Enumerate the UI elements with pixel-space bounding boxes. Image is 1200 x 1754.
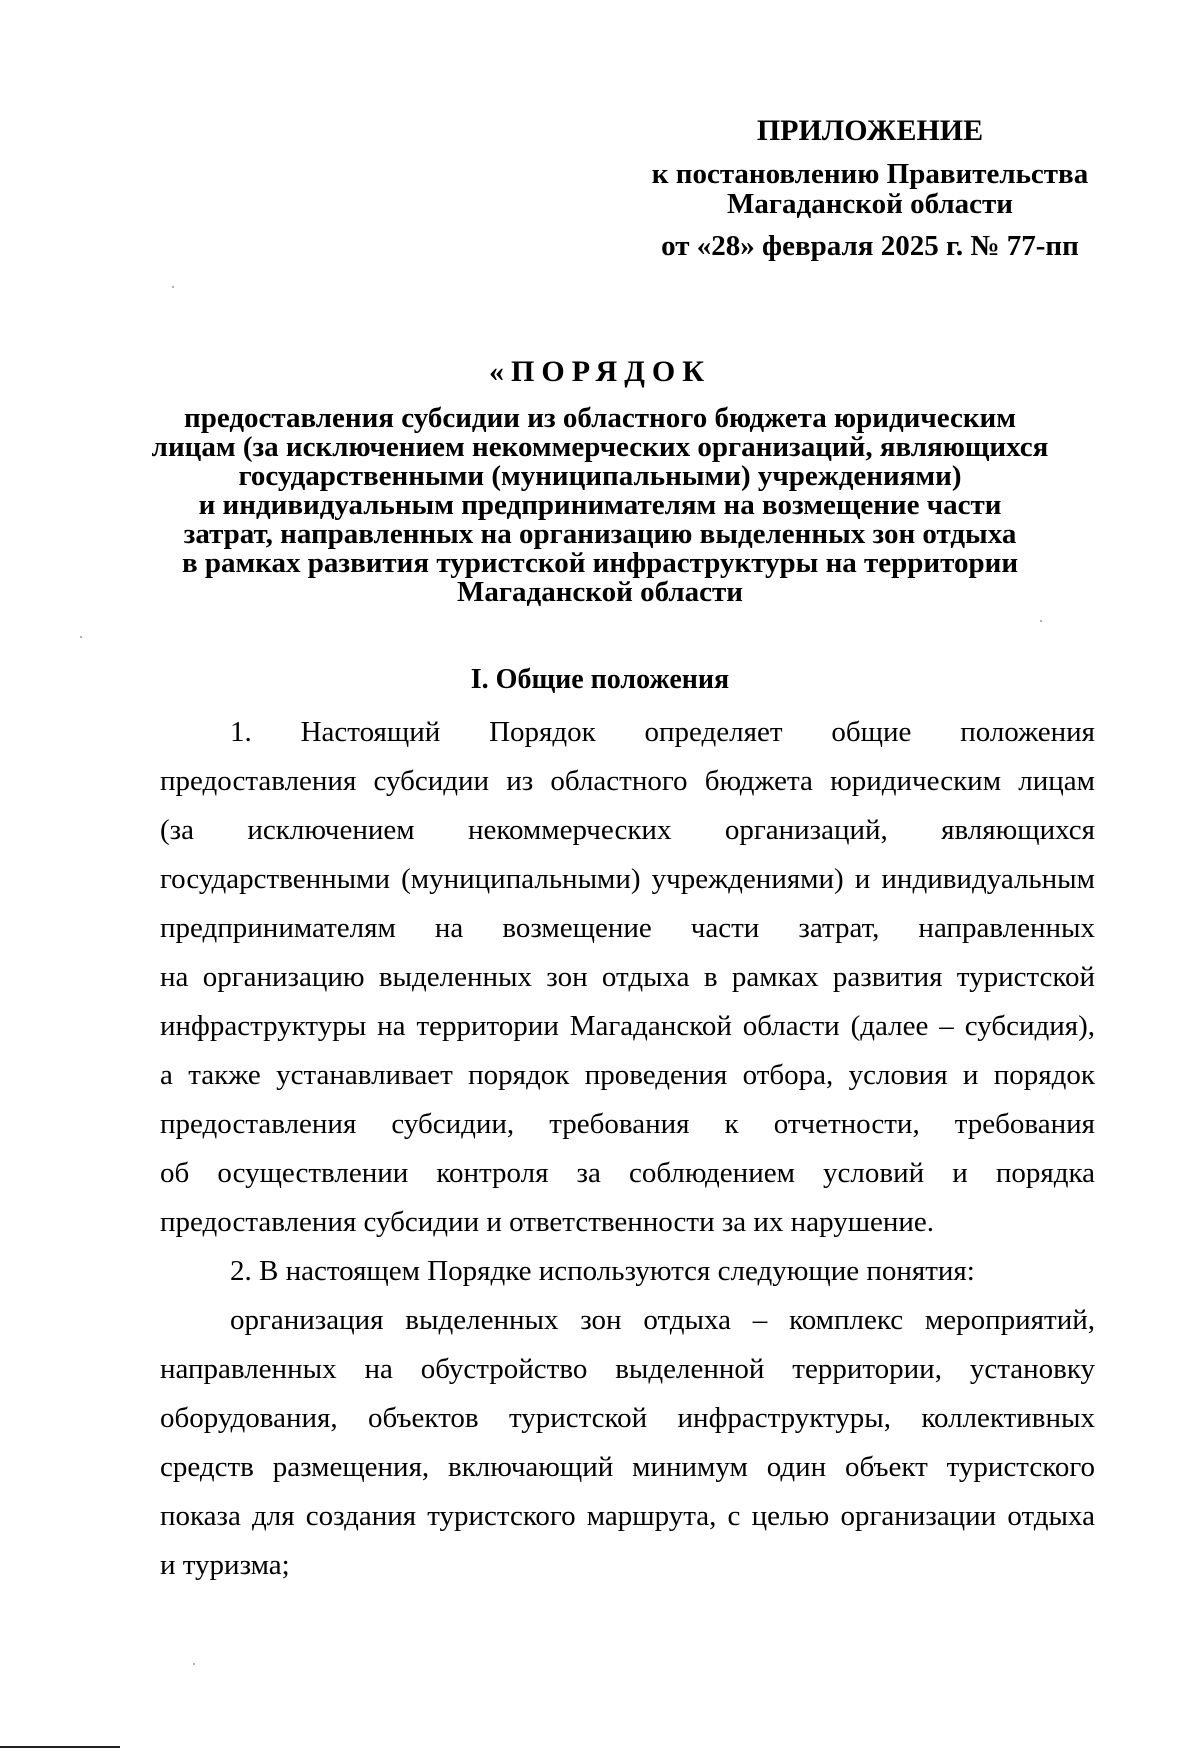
title-line: предоставления субсидии из областного бюджета юридическим: [184, 402, 1016, 434]
scan-speck: [80, 636, 82, 638]
paragraph-line: а также устанавливает порядок проведения отбора, условия и порядок: [160, 1059, 1095, 1091]
paragraph-line: на организацию выделенных зон отдыха в рамках развития туристской: [160, 961, 1095, 993]
title-line: затрат, направленных на организацию выделенных зон отдыха: [183, 518, 1017, 550]
title-line: лицам (за исключением некоммерческих организаций, являющихся: [151, 431, 1049, 463]
title-line: Магаданской области: [457, 576, 743, 608]
scan-speck: [193, 1663, 195, 1665]
document-title: [100, 352, 1100, 607]
appendix-line-region: Магаданской области: [727, 188, 1013, 220]
title-line: в рамках развития туристской инфраструктуры на территории: [181, 547, 1019, 579]
scan-speck: [1040, 620, 1042, 622]
paragraph-line: предпринимателям на возмещение части затрат, направленных: [160, 912, 1095, 944]
paragraph-line: государственными (муниципальными) учреждениями) и индивидуальным: [160, 863, 1095, 895]
paragraph-line: (за исключением некоммерческих организаций, являющихся: [160, 814, 1095, 846]
section-heading: I. Общие положения: [470, 664, 730, 695]
paragraph-line: и туризма;: [160, 1549, 290, 1581]
appendix-line-date-number: от «28» февраля 2025 г. № 77-пп: [661, 230, 1079, 262]
paragraph-line: предоставления субсидии и ответственности за их нарушение.: [160, 1206, 935, 1238]
paragraph-line: предоставления субсидии, требования к отчетности, требования: [160, 1108, 1095, 1140]
paragraph-line: инфраструктуры на территории Магаданской области (далее – субсидия),: [160, 1010, 1095, 1042]
paragraph-line: предоставления субсидии из областного бюджета юридическим лицам: [160, 765, 1095, 797]
paragraph-line: 2. В настоящем Порядке используются следующие понятия:: [230, 1255, 975, 1287]
paragraph-line: показа для создания туристского маршрута, с целью организации отдыха: [160, 1500, 1095, 1532]
bottom-edge-line: [0, 1746, 120, 1748]
scan-speck: [172, 286, 174, 288]
title-line: государственными (муниципальными) учреждениями): [238, 460, 962, 492]
paragraph-line: направленных на обустройство выделенной территории, установку: [160, 1353, 1095, 1385]
paragraph-line: 1. Настоящий Порядок определяет общие положения: [230, 716, 1095, 748]
paragraph-line: об осуществлении контроля за соблюдением условий и порядка: [160, 1157, 1095, 1189]
title-line: и индивидуальным предпринимателям на возмещение части: [198, 489, 1002, 521]
appendix-line-resolution: к постановлению Правительства: [651, 158, 1089, 190]
title-main: «ПОРЯДОК: [489, 355, 711, 388]
paragraph-line: оборудования, объектов туристской инфраструктуры, коллективных: [160, 1402, 1095, 1434]
paragraph-line: средств размещения, включающий минимум один объект туристского: [160, 1451, 1095, 1483]
appendix-heading: ПРИЛОЖЕНИЕ: [756, 114, 984, 147]
paragraph-line: организация выделенных зон отдыха – комплекс мероприятий,: [230, 1304, 1095, 1336]
